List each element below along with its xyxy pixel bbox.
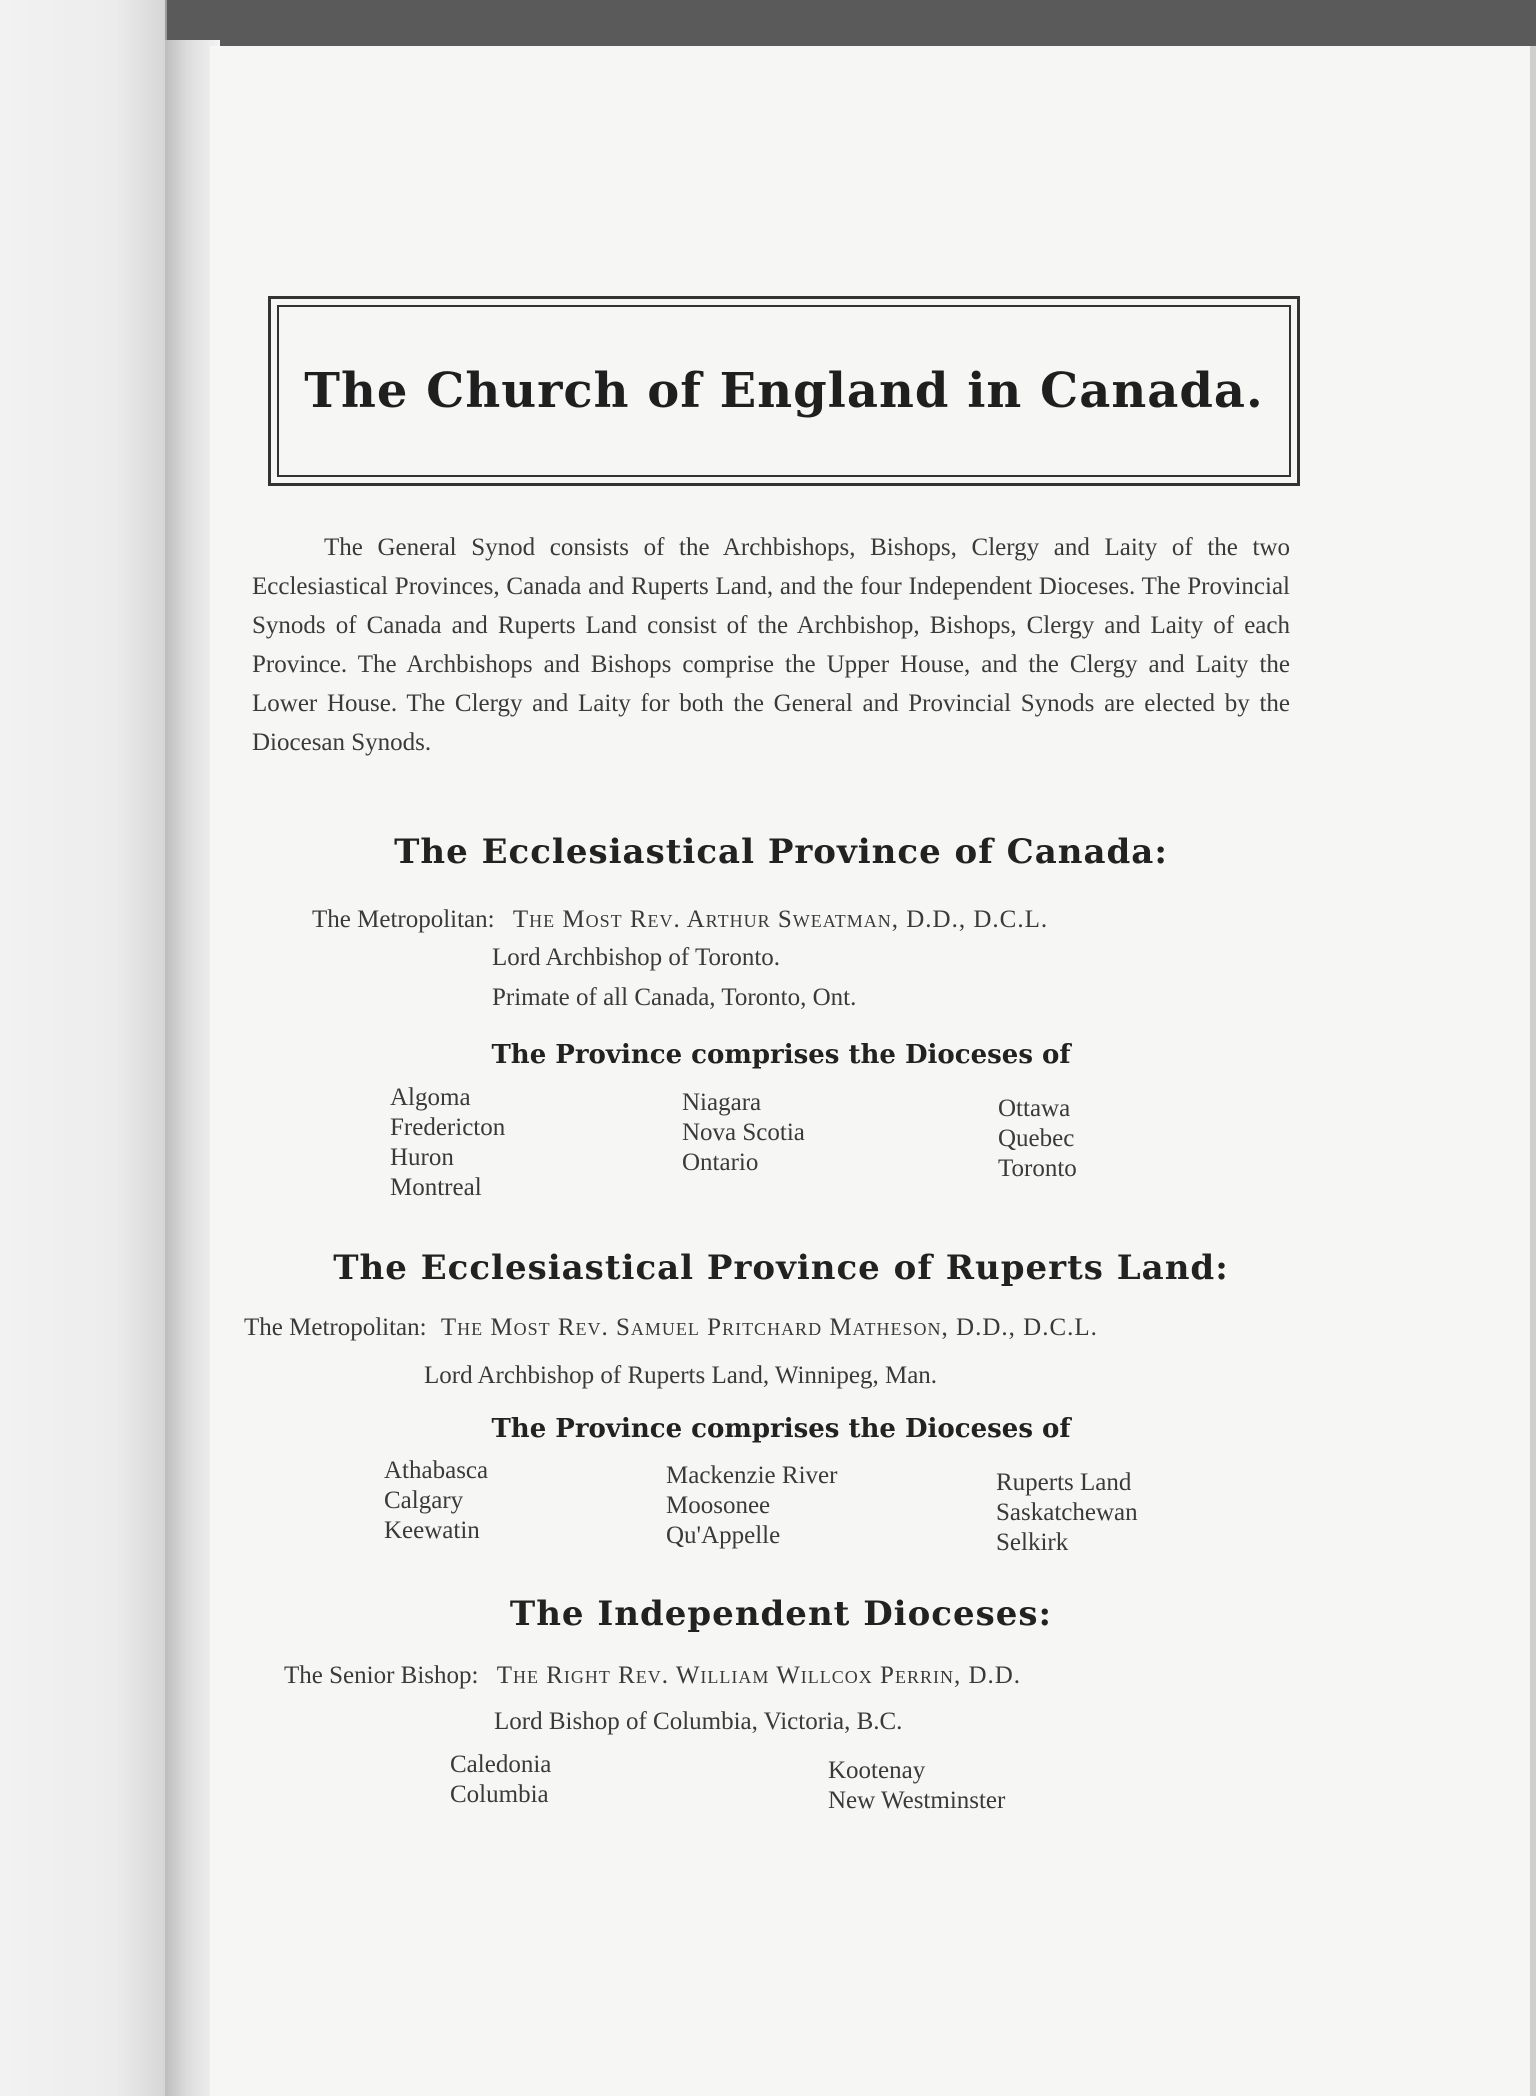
ruperts-dioceses-col-3	[996, 1468, 1138, 1558]
diocese-item: Ottawa	[998, 1095, 1071, 1122]
ruperts-metropolitan-name: The Most Rev. Samuel Pritchard Matheson, D.D., D.C.L.	[440, 1314, 1098, 1341]
title-frame-inner	[277, 305, 1291, 477]
diocese-item: Keewatin	[384, 1517, 480, 1544]
diocese-item: Quebec	[998, 1125, 1075, 1152]
ruperts-dioceses-col-2	[666, 1461, 837, 1551]
diocese-item: Montreal	[390, 1174, 482, 1201]
canada-dioceses-col-2	[682, 1088, 805, 1178]
canada-metropolitan-label: The Metropolitan:	[312, 906, 495, 933]
ruperts-metropolitan-label: The Metropolitan:	[244, 1314, 427, 1341]
canada-archbishop-line: Lord Archbishop of Toronto.	[492, 944, 781, 971]
canada-dioceses-col-3	[998, 1094, 1077, 1184]
page-title: The Church of England in Canada.	[304, 363, 1264, 419]
intro-paragraph: The General Synod consists of the Archbishops, Bishops, Clergy and Laity of the two Ecclesiastical Provinces, Canada and Ruperts Land, and the four Independent Dioceses. The Provincial Synods of Canada and Ruperts Land consist of the Archbishop, Bishops, Clergy and Laity of each Province. The Archbishops and Bishops comprise the Upper House, and the Clergy and Laity the Lower House. The Clergy and Laity for both the General and Provincial Synods are elected by the Diocesan Synods.	[252, 534, 1290, 756]
diocese-item: Kootenay	[828, 1757, 926, 1784]
diocese-item: Columbia	[450, 1781, 549, 1808]
diocese-item: Moosonee	[666, 1492, 771, 1519]
diocese-item: Mackenzie River	[666, 1462, 838, 1489]
independent-heading: The Independent Dioceses:	[509, 1594, 1053, 1634]
independent-bishop-name: The Right Rev. William Willcox Perrin, D.D.	[496, 1662, 1022, 1689]
diocese-item: Huron	[390, 1144, 454, 1171]
independent-bishop-label: The Senior Bishop:	[284, 1662, 479, 1689]
page-right-edge	[1530, 46, 1536, 2096]
diocese-item: Nova Scotia	[682, 1119, 805, 1146]
diocese-item: Saskatchewan	[996, 1499, 1138, 1526]
ruperts-dioceses-col-1	[384, 1456, 488, 1546]
facing-page-edge	[0, 0, 167, 2096]
canada-heading: The Ecclesiastical Province of Canada:	[394, 832, 1168, 872]
ruperts-heading: The Ecclesiastical Province of Ruperts Land:	[333, 1248, 1229, 1288]
diocese-item: Ontario	[682, 1149, 759, 1176]
diocese-item: Algoma	[390, 1084, 471, 1111]
diocese-item: Caledonia	[450, 1751, 552, 1778]
independent-bishop-line	[284, 1662, 1021, 1690]
independent-dioceses-col-1	[450, 1750, 551, 1810]
ruperts-metropolitan-line	[244, 1314, 1098, 1342]
canada-metropolitan-name: The Most Rev. Arthur Sweatman, D.D., D.C.L.	[512, 906, 1049, 933]
diocese-item: Selkirk	[996, 1529, 1069, 1556]
diocese-item: Ruperts Land	[996, 1469, 1132, 1496]
canada-metropolitan-line	[312, 906, 1048, 934]
canada-dioceses-heading: The Province comprises the Dioceses of	[491, 1040, 1071, 1070]
ruperts-dioceses-heading: The Province comprises the Dioceses of	[491, 1414, 1071, 1444]
diocese-item: Calgary	[384, 1487, 464, 1514]
diocese-item: Qu'Appelle	[666, 1522, 781, 1549]
diocese-item: New Westminster	[828, 1787, 1006, 1814]
diocese-item: Niagara	[682, 1089, 762, 1116]
ruperts-archbishop-line: Lord Archbishop of Ruperts Land, Winnipeg, Man.	[424, 1362, 938, 1389]
canada-primate-line: Primate of all Canada, Toronto, Ont.	[492, 984, 857, 1011]
diocese-item: Athabasca	[384, 1457, 489, 1484]
diocese-item: Toronto	[998, 1155, 1077, 1182]
independent-dioceses-col-2	[828, 1756, 1005, 1816]
diocese-item: Fredericton	[390, 1114, 506, 1141]
canada-dioceses-col-1	[390, 1083, 505, 1203]
independent-columbia-line: Lord Bishop of Columbia, Victoria, B.C.	[494, 1708, 903, 1735]
title-frame	[268, 296, 1300, 486]
